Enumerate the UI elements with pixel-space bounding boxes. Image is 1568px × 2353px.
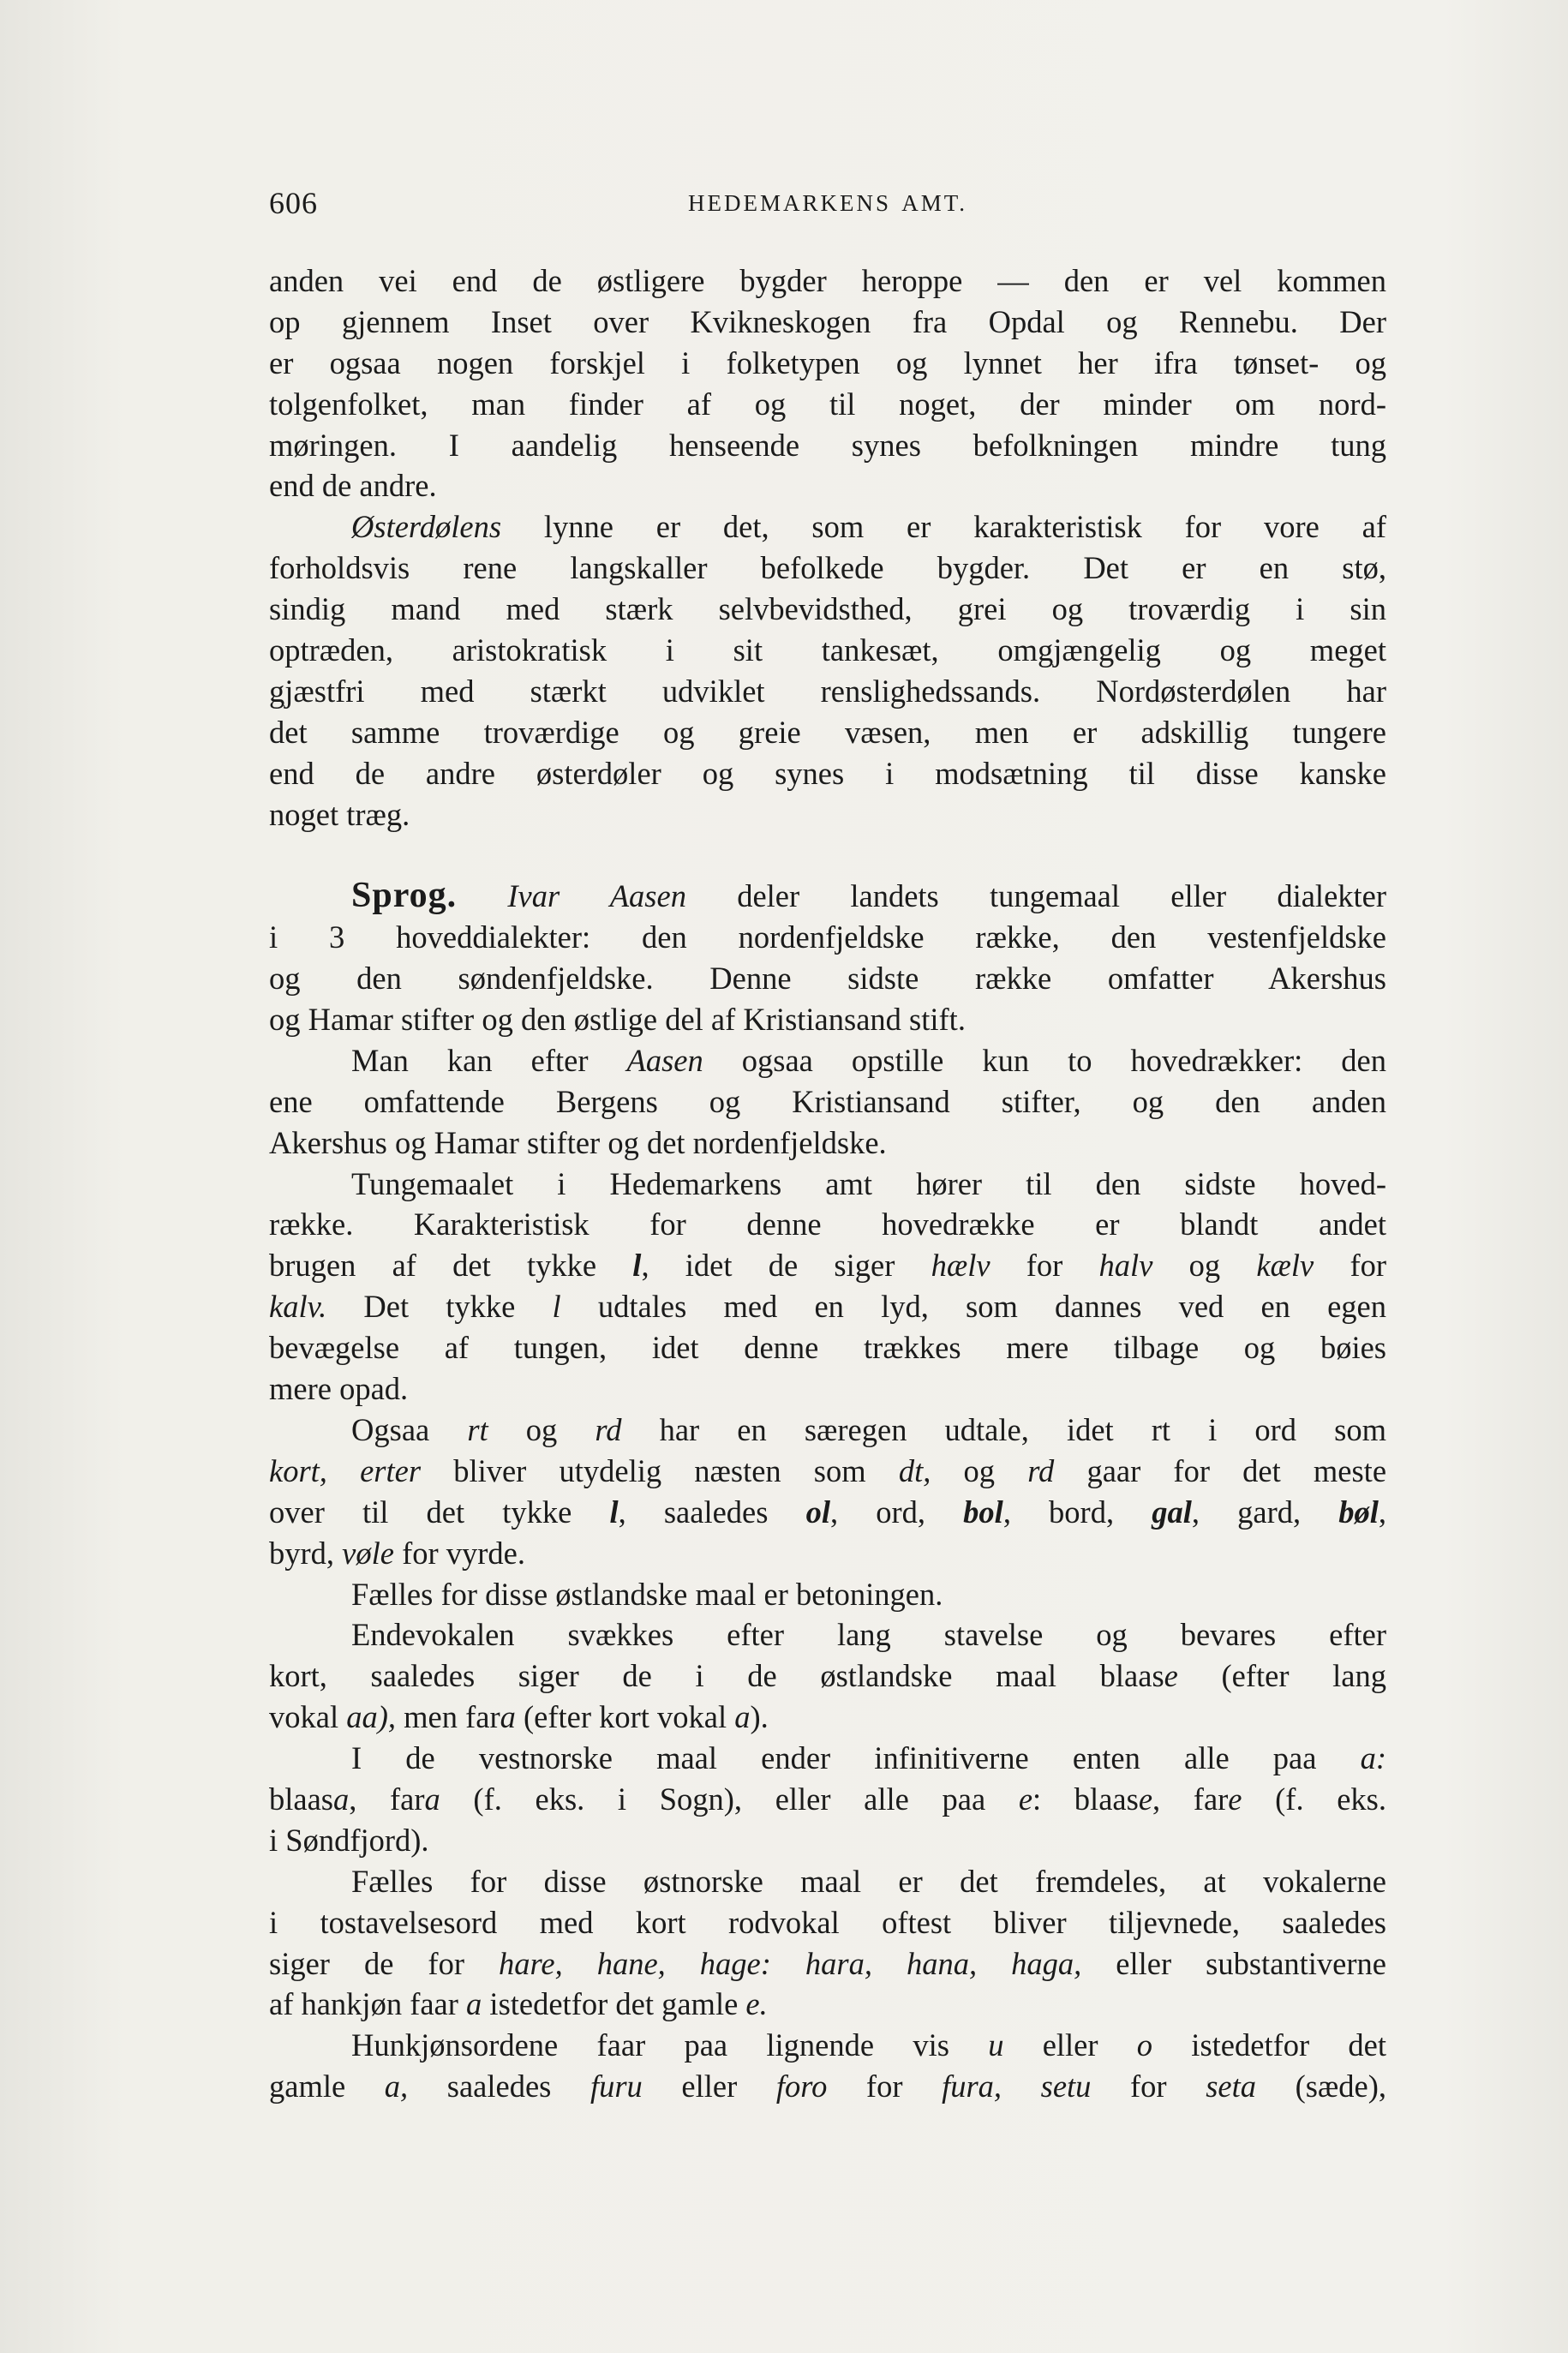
text-line: Fælles for disse østnorske maal er det fremdeles, at vokalerne	[351, 1863, 1386, 1899]
italic-word: Østerdølens	[351, 509, 502, 545]
line-text: for	[1314, 1248, 1386, 1284]
line-text: over til det tykke	[269, 1494, 610, 1530]
line-text: Ogsaa	[351, 1411, 468, 1447]
line-text: siger de for	[269, 1945, 500, 1981]
italic-word: hælv	[931, 1248, 990, 1284]
italic-word: kalv.	[269, 1289, 327, 1325]
italic-name: Ivar Aasen	[507, 878, 686, 914]
line-text: istedetfor det	[1152, 2027, 1386, 2063]
line-text: udtales med en lyd, som dannes ved en egen	[560, 1289, 1386, 1325]
text-line: møringen. I aandelig henseende synes befolkningen mindre tung	[269, 427, 1386, 463]
italic-word: rt	[467, 1411, 488, 1447]
page-number: 606	[269, 186, 318, 220]
line-text: og	[1152, 1248, 1257, 1284]
line-text: istedetfor det gamle	[482, 1986, 746, 2022]
line-text: men far	[396, 1699, 500, 1735]
bold-italic-word: bøl	[1338, 1494, 1379, 1530]
line-text: lynne er det, som er karakteristisk for vore af	[501, 509, 1386, 545]
text-line	[269, 1410, 1386, 1451]
text-line: gjæstfri med stærkt udviklet renslighedssands. Nordøsterdølen har	[269, 673, 1386, 709]
line-text: , idet de siger	[641, 1248, 931, 1284]
italic-letter: e.	[745, 1986, 768, 2022]
line-text: (efter kort vokal	[515, 1699, 735, 1735]
line-text: ogsaa opstille kun to hovedrækker: den	[703, 1042, 1386, 1078]
line-text: , gard,	[1191, 1494, 1339, 1530]
text-line	[269, 876, 1386, 917]
bold-italic-letter: l	[632, 1248, 642, 1284]
text-line	[269, 1738, 1386, 1779]
section-heading: Sprog.	[351, 876, 458, 916]
text-line	[269, 1492, 1386, 1533]
text-line	[269, 1451, 1386, 1492]
text-line: end de andre østerdøler og synes i modsætning til disse kanske	[269, 755, 1386, 791]
text-line	[269, 1984, 1386, 2025]
text-line: Akershus og Hamar stifter og det nordenfjeldske.	[269, 1124, 887, 1160]
bold-italic-word: gal	[1152, 1494, 1192, 1530]
text-line	[269, 2066, 1386, 2107]
line-text: for vyrde.	[393, 1535, 525, 1571]
text-line: forholdsvis rene langskaller befolkede bygder. Det er en stø,	[269, 550, 1386, 586]
text-line	[269, 1286, 1386, 1327]
line-text: gaar for det meste	[1054, 1452, 1386, 1488]
line-text: deler landets tungemaal eller dialekter	[685, 878, 1386, 914]
line-text: , bord,	[1002, 1494, 1152, 1530]
text-line: og Hamar stifter og den østlige del af Kristiansand stift.	[269, 1002, 966, 1038]
line-text: vokal	[269, 1699, 347, 1735]
text-line: op gjennem Inset over Kvikneskogen fra Opdal og Rennebu. Der	[269, 303, 1386, 339]
line-text: og	[488, 1411, 595, 1447]
line-text: byrd,	[269, 1535, 343, 1571]
italic-word: seta	[1206, 2069, 1256, 2105]
text-line: Endevokalen svækkes efter lang stavelse og bevares efter	[351, 1617, 1386, 1653]
line-text: for	[827, 2069, 943, 2105]
page-header	[269, 185, 1386, 223]
text-line: er ogsaa nogen forskjel i folketypen og lynnet her ifra tønset- og	[269, 344, 1386, 380]
text-line: Fælles for disse østlandske maal er betoningen.	[351, 1576, 943, 1612]
line-text: brugen af det tykke	[269, 1248, 633, 1284]
italic-word: kælv	[1256, 1248, 1314, 1284]
text-line: i 3 hoveddialekter: den nordenfjeldske række, den vestenfjeldske	[269, 919, 1386, 955]
italic-letter: a	[466, 1986, 482, 2022]
bold-italic-word: l	[609, 1494, 619, 1530]
running-title: HEDEMARKENS AMT.	[687, 190, 967, 216]
line-text: I de vestnorske maal ender infinitiverne enten alle paa	[351, 1740, 1361, 1776]
line-text: for	[1091, 2069, 1206, 2105]
italic-letter: e	[1018, 1781, 1033, 1817]
line-text: eller	[642, 2069, 776, 2105]
italic-word: rd	[595, 1411, 622, 1447]
italic-word: foro	[775, 2069, 828, 2105]
text-line	[269, 2025, 1386, 2066]
bold-italic-word: ol	[805, 1494, 830, 1530]
line-text: eller substantiverne	[1081, 1945, 1386, 1981]
line-text: bliver utydelig næsten som	[421, 1452, 899, 1488]
italic-word: vøle	[342, 1535, 394, 1571]
italic-letter: o	[1136, 2027, 1153, 2063]
text-line: og den søndenfjeldske. Denne sidste række omfatter Akershus	[269, 961, 1386, 997]
text-line	[269, 1697, 1386, 1738]
bold-italic-word: bol	[963, 1494, 1003, 1530]
italic-word: aa),	[346, 1699, 396, 1735]
line-text: (f. eks.	[1242, 1781, 1386, 1817]
line-text: , ord,	[830, 1494, 964, 1530]
line-text: Det tykke	[326, 1289, 553, 1325]
line-text: blaas	[269, 1781, 333, 1817]
italic-word: dt,	[898, 1452, 931, 1488]
italic-letter: a	[500, 1699, 516, 1735]
text-line: anden vei end de østligere bygder heroppe — den er vel kommen	[269, 263, 1386, 298]
line-text: har en særegen udtale, idet rt i ord som	[621, 1411, 1386, 1447]
text-line	[269, 1533, 1386, 1574]
line-text: og	[931, 1452, 1028, 1488]
line-text: ).	[750, 1699, 769, 1735]
line-text: kort, saaledes siger de i de østlandske maal blaas	[269, 1658, 1164, 1694]
italic-letter: e	[1164, 1658, 1178, 1694]
text-line: række. Karakteristisk for denne hovedrække er blandt andet	[269, 1206, 1386, 1242]
text-line: i tostavelsesord med kort rodvokal oftest bliver tiljevnede, saaledes	[269, 1904, 1386, 1940]
line-text: , far	[349, 1781, 425, 1817]
italic-word: rd	[1027, 1452, 1055, 1488]
line-text: af hankjøn faar	[269, 1986, 467, 2022]
italic-word: l	[552, 1289, 561, 1325]
italic-letter: e	[1138, 1781, 1153, 1817]
text-line: Tungemaalet i Hedemarkens amt hører til den sidste hoved-	[351, 1165, 1386, 1201]
line-text: (f. eks. i Sogn), eller alle paa	[440, 1781, 1019, 1817]
text-line: bevægelse af tungen, idet denne trækkes mere tilbage og bøies	[269, 1330, 1386, 1366]
text-line	[269, 1655, 1386, 1697]
italic-letter: a,	[384, 2069, 409, 2105]
text-line	[269, 1943, 1386, 1985]
body-text	[269, 260, 1386, 2107]
line-text: Man kan efter	[351, 1042, 627, 1078]
line-text: : blaas	[1032, 1781, 1139, 1817]
text-line: optræden, aristokratisk i sit tankesæt, omgjængelig og meget	[269, 632, 1386, 668]
line-text: (sæde),	[1255, 2069, 1386, 2105]
line-text: , saaledes	[618, 1494, 806, 1530]
line-text: for	[990, 1248, 1099, 1284]
text-line: sindig mand med stærk selvbevidsthed, grei og troværdig i sin	[269, 591, 1386, 627]
text-line	[269, 1779, 1386, 1820]
text-line	[269, 1245, 1386, 1286]
text-line: mere opad.	[269, 1371, 409, 1407]
italic-word: furu	[589, 2069, 643, 2105]
text-line: end de andre.	[269, 468, 437, 504]
italic-letter: e	[1228, 1781, 1242, 1817]
line-text: gamle	[269, 2069, 385, 2105]
italic-letter: u	[988, 2027, 1004, 2063]
italic-letter: a:	[1360, 1740, 1386, 1776]
section-gap	[269, 835, 1386, 876]
italic-word: halv	[1098, 1248, 1153, 1284]
line-text: , far	[1152, 1781, 1229, 1817]
text-line: i Søndfjord).	[269, 1822, 429, 1858]
italic-letter: a	[424, 1781, 440, 1817]
text-line	[269, 1040, 1386, 1081]
text-line: det samme troværdige og greie væsen, men er adskillig tungere	[269, 714, 1386, 750]
line-text: eller	[1003, 2027, 1137, 2063]
italic-letter: a	[333, 1781, 350, 1817]
text-line	[269, 506, 1386, 548]
italic-words: fura, setu	[942, 2069, 1092, 2105]
line-text: Hunkjønsordene faar paa lignende vis	[351, 2027, 989, 2063]
text-line: noget træg.	[269, 796, 410, 832]
text-line: ene omfattende Bergens og Kristiansand stifter, og den anden	[269, 1083, 1386, 1119]
line-text: (efter lang	[1177, 1658, 1386, 1694]
line-text: ,	[1378, 1494, 1386, 1530]
text-line: tolgenfolket, man finder af og til noget, der minder om nord-	[269, 386, 1386, 422]
italic-letter: a	[734, 1699, 751, 1735]
italic-word: kort, erter	[269, 1452, 422, 1488]
italic-word: Aasen	[626, 1042, 703, 1078]
italic-words: hare, hane, hage: hara, hana, haga,	[499, 1945, 1082, 1981]
line-text: saaledes	[408, 2069, 590, 2105]
